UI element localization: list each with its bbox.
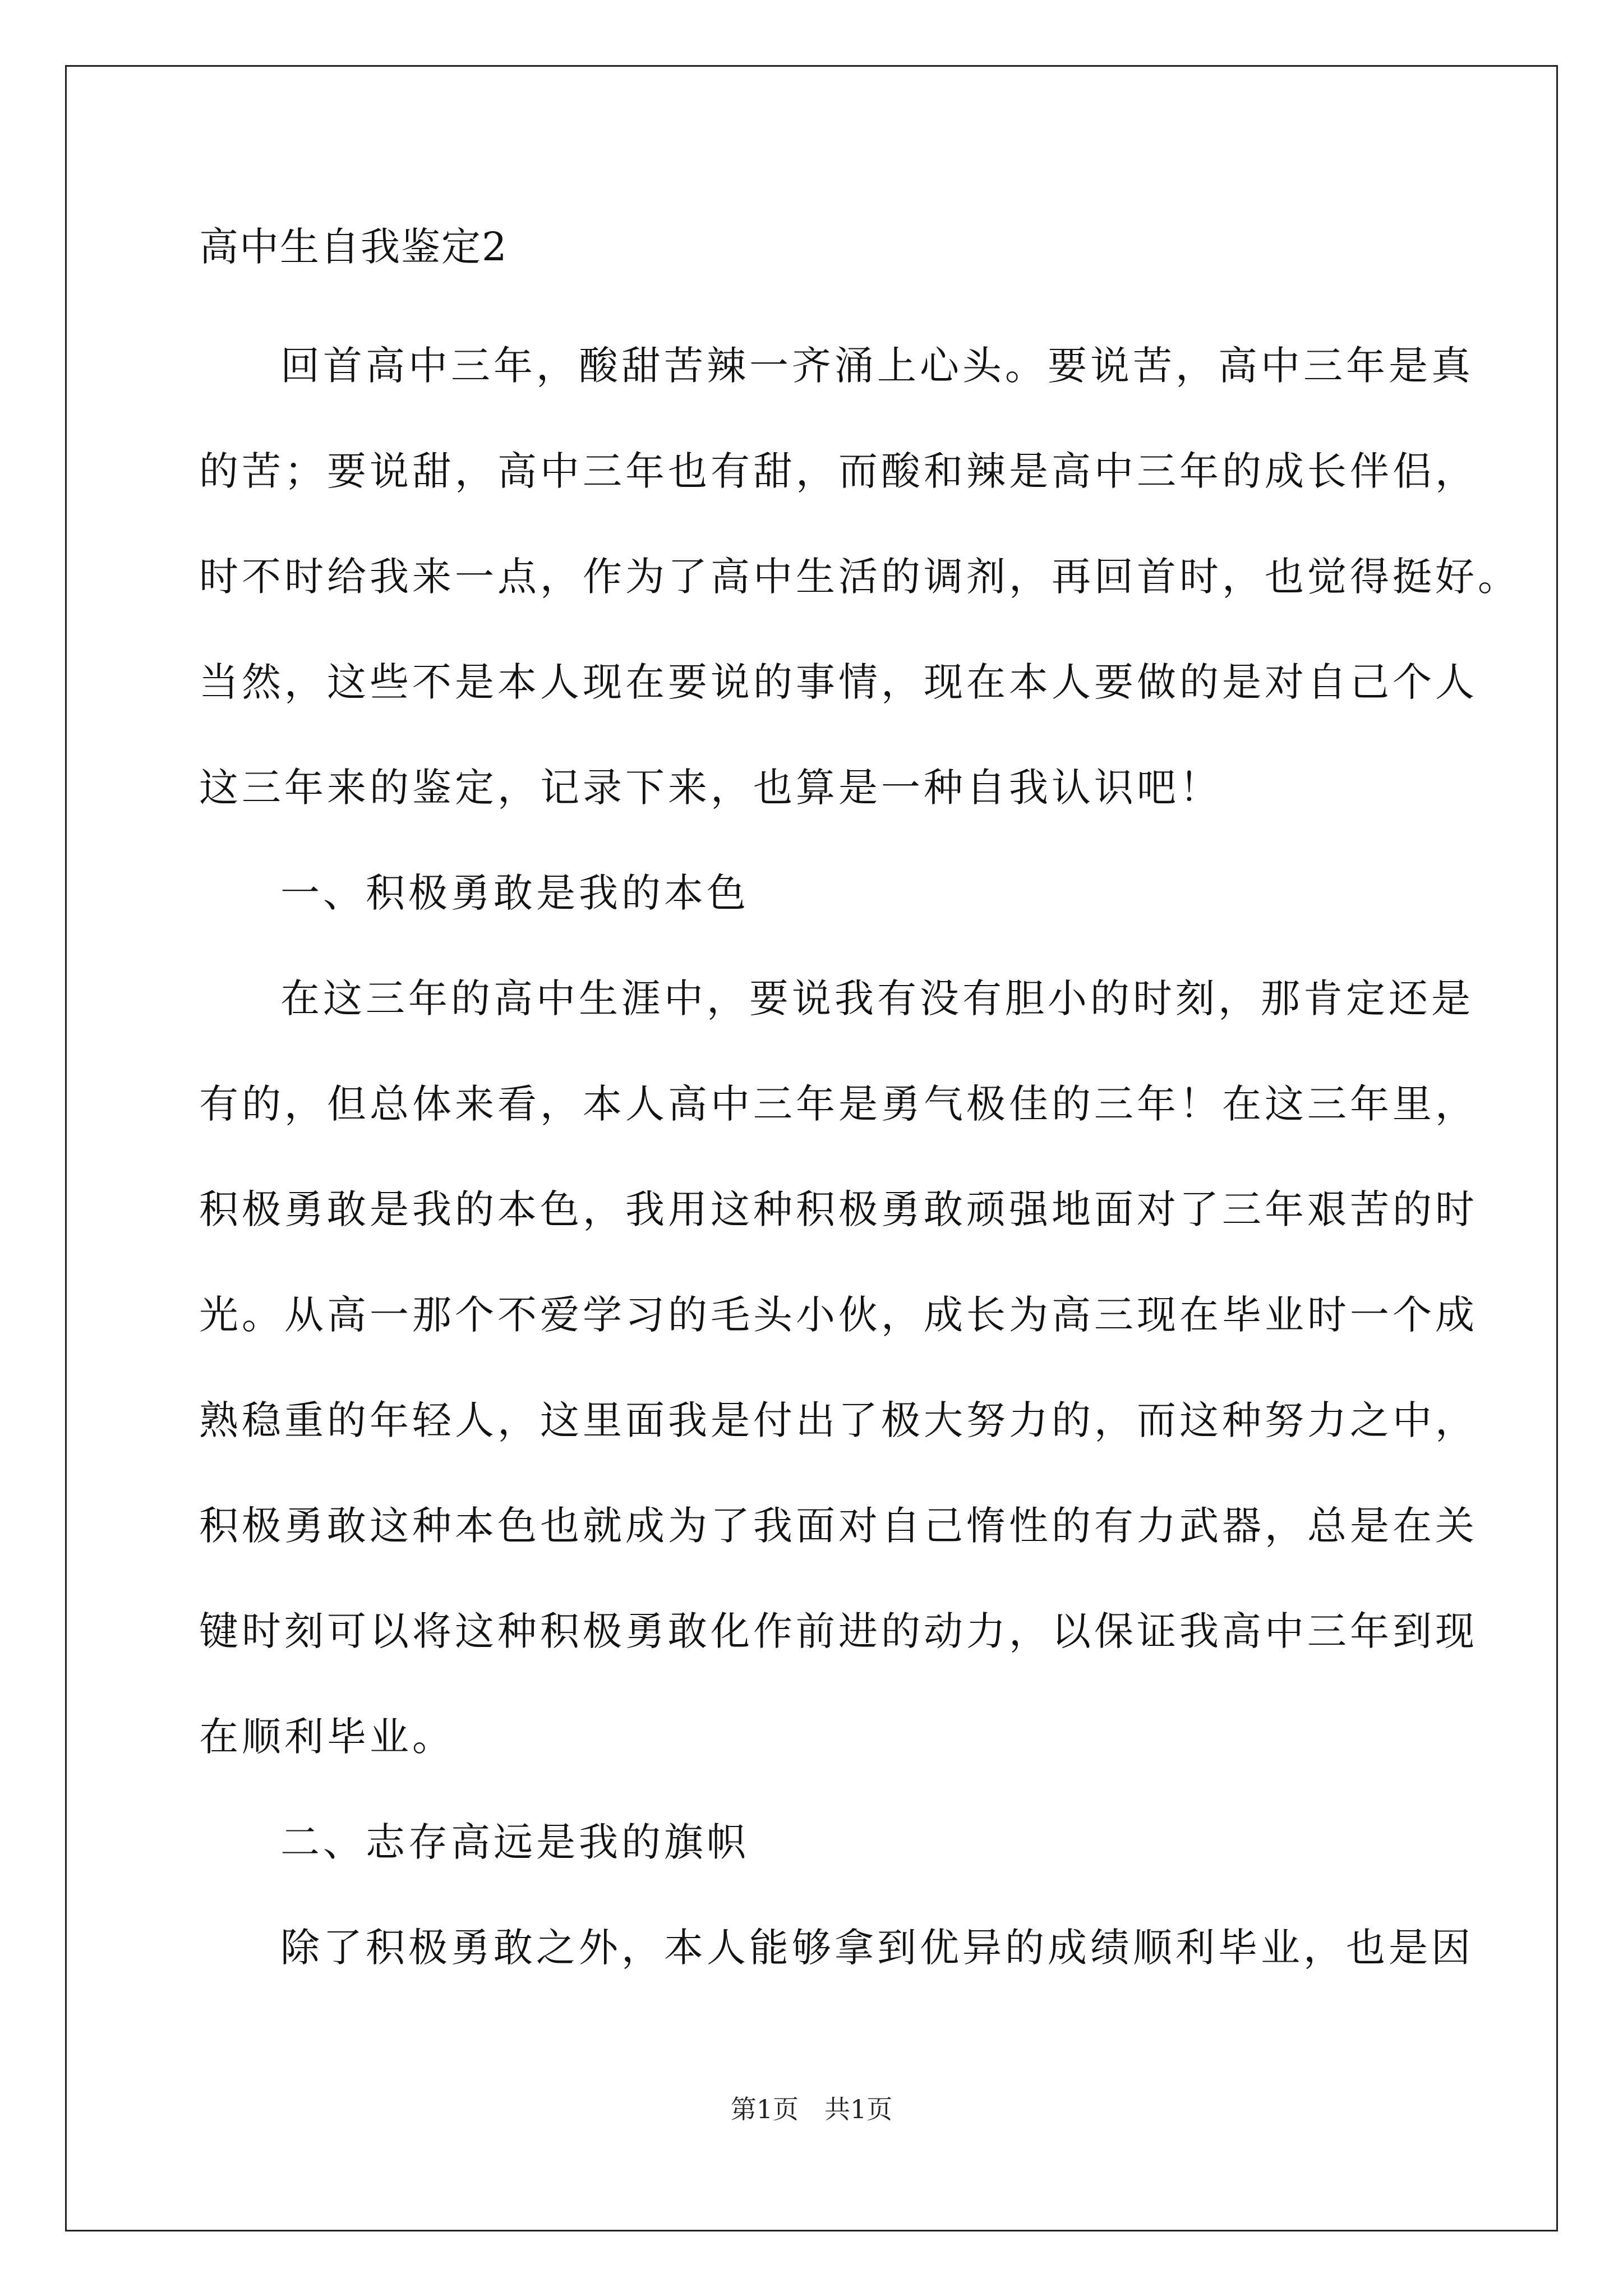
document-title: 高中生自我鉴定2 — [199, 224, 508, 270]
paragraph-line: 当然，这些不是本人现在要说的事情，现在本人要做的是对自己个人 — [199, 659, 1478, 705]
paragraph-line: 积极勇敢是我的本色，我用这种积极勇敢顽强地面对了三年艰苦的时 — [199, 1186, 1478, 1232]
paragraph-line: 有的，但总体来看，本人高中三年是勇气极佳的三年！在这三年里， — [199, 1081, 1478, 1127]
section-heading: 一、积极勇敢是我的本色 — [280, 870, 749, 916]
paragraph-line: 键时刻可以将这种积极勇敢化作前进的动力，以保证我高中三年到现 — [199, 1608, 1478, 1654]
paragraph-line: 积极勇敢这种本色也就成为了我面对自己惰性的有力武器，总是在关 — [199, 1503, 1478, 1549]
paragraph-line: 在这三年的高中生涯中，要说我有没有胆小的时刻，那肯定还是 — [280, 976, 1474, 1022]
section-heading: 二、志存高远是我的旗帜 — [280, 1819, 749, 1865]
document-body — [199, 213, 1520, 2000]
page-footer: 第1页 共1页 — [730, 2094, 893, 2124]
paragraph-line: 时不时给我来一点，作为了高中生活的调剂，再回首时，也觉得挺好。 — [199, 554, 1520, 600]
paragraph-line: 熟稳重的年轻人，这里面我是付出了极大努力的，而这种努力之中， — [199, 1397, 1478, 1443]
paragraph-line: 除了积极勇敢之外，本人能够拿到优异的成绩顺利毕业，也是因 — [280, 1925, 1474, 1971]
paragraph-line: 这三年来的鉴定，记录下来，也算是一种自我认识吧！ — [199, 765, 1222, 811]
paragraph-line: 回首高中三年，酸甜苦辣一齐涌上心头。要说苦，高中三年是真 — [280, 343, 1474, 389]
paragraph-line: 光。从高一那个不爱学习的毛头小伙，成长为高三现在毕业时一个成 — [199, 1292, 1478, 1338]
paragraph-line: 在顺利毕业。 — [199, 1714, 455, 1760]
paragraph-line: 的苦；要说甜，高中三年也有甜，而酸和辣是高中三年的成长伴侣， — [199, 448, 1478, 494]
